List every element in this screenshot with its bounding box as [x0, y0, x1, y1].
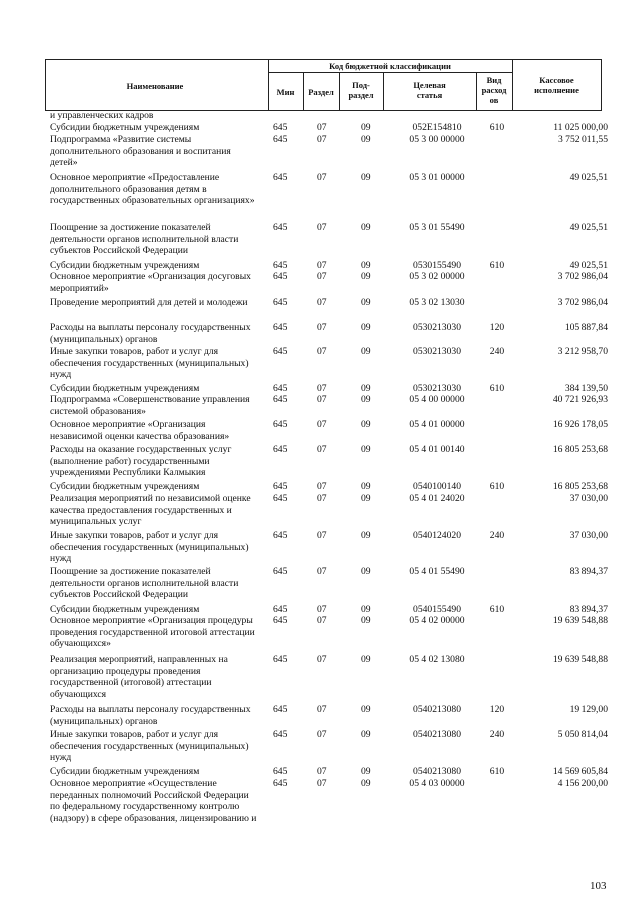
row-name: Субсидии бюджетным учреждениям [50, 383, 200, 394]
row-name: Проведение мероприятий для детей и молодежи [50, 297, 248, 308]
row-amount: 49 025,51 [569, 172, 608, 183]
row-min: 645 [273, 322, 288, 333]
row-podrazdel: 09 [361, 346, 371, 357]
row-amount: 83 894,37 [569, 566, 608, 577]
page-number: 103 [590, 880, 607, 892]
row-target: 052Е154810 [412, 122, 462, 133]
row-razdel: 07 [317, 766, 327, 777]
row-min: 645 [273, 615, 288, 626]
row-amount: 49 025,51 [569, 222, 608, 233]
row-amount: 11 025 000,00 [553, 122, 608, 133]
row-min: 645 [273, 419, 288, 430]
col-name-header: Наименование [126, 81, 184, 91]
row-podrazdel: 09 [361, 729, 371, 740]
row-razdel: 07 [317, 122, 327, 133]
row-podrazdel: 09 [361, 383, 371, 394]
row-target: 0530213030 [413, 346, 461, 357]
row-name: и управленческих кадров [50, 110, 154, 121]
row-name: Подпрограмма «Развитие системы дополнительного образования и воспитания детей» [50, 134, 231, 169]
row-podrazdel: 09 [361, 222, 371, 233]
row-razdel: 07 [317, 493, 327, 504]
row-name: Поощрение за достижение показателей деятельности органов исполнительной власти субъектов Российской Федерации [50, 222, 239, 257]
row-min: 645 [273, 778, 288, 789]
row-name: Субсидии бюджетным учреждениям [50, 604, 200, 615]
row-target: 05 4 02 00000 [409, 615, 465, 626]
row-amount: 19 639 548,88 [552, 654, 608, 665]
row-amount: 3 702 986,04 [557, 271, 608, 282]
row-min: 645 [273, 481, 288, 492]
row-vid: 240 [489, 530, 505, 541]
row-target: 0540155490 [413, 604, 461, 615]
row-vid: 610 [489, 604, 505, 615]
row-name: Иные закупки товаров, работ и услуг для обеспечения государственных (муниципальных) нужд [50, 729, 249, 764]
row-razdel: 07 [317, 729, 327, 740]
row-podrazdel: 09 [361, 778, 371, 789]
row-amount: 83 894,37 [569, 604, 608, 615]
row-podrazdel: 09 [361, 704, 371, 715]
row-target: 0540100140 [413, 481, 461, 492]
row-target: 05 4 00 00000 [409, 394, 465, 405]
row-min: 645 [273, 729, 288, 740]
row-target: 05 4 01 00000 [409, 419, 465, 430]
row-vid: 610 [489, 766, 505, 777]
row-min: 645 [273, 222, 288, 233]
row-name: Основное мероприятие «Организация процедуры проведения государственной итоговой аттестации обучающихся» [50, 615, 255, 650]
row-podrazdel: 09 [361, 481, 371, 492]
row-amount: 3 212 958,70 [557, 346, 608, 357]
row-name: Иные закупки товаров, работ и услуг для обеспечения государственных (муниципальных) нужд [50, 530, 249, 565]
row-amount: 19 129,00 [569, 704, 608, 715]
row-target: 05 3 00 00000 [409, 134, 465, 145]
row-razdel: 07 [317, 530, 327, 541]
header-divider [268, 72, 512, 73]
row-amount: 105 887,84 [564, 322, 608, 333]
row-razdel: 07 [317, 604, 327, 615]
row-amount: 16 805 253,68 [552, 444, 608, 455]
row-target: 05 3 02 13030 [409, 297, 465, 308]
row-min: 645 [273, 383, 288, 394]
col-amount-line2: исполнение [534, 85, 579, 95]
row-razdel: 07 [317, 615, 327, 626]
row-target: 0530155490 [413, 260, 461, 271]
row-podrazdel: 09 [361, 394, 371, 405]
row-name: Подпрограмма «Совершенствование управления системой образования» [50, 394, 250, 417]
row-razdel: 07 [317, 172, 327, 183]
row-podrazdel: 09 [361, 530, 371, 541]
row-target: 0540213080 [413, 704, 461, 715]
row-razdel: 07 [317, 704, 327, 715]
row-vid: 610 [489, 481, 505, 492]
row-razdel: 07 [317, 346, 327, 357]
row-razdel: 07 [317, 394, 327, 405]
row-target: 0540213080 [413, 729, 461, 740]
row-vid: 610 [489, 122, 505, 133]
row-razdel: 07 [317, 444, 327, 455]
row-name: Расходы на оказание государственных услуг (выполнение работ) государственными учреждениями Республики Калмыкия [50, 444, 232, 479]
row-name: Субсидии бюджетным учреждениям [50, 481, 200, 492]
row-target: 05 4 03 00000 [409, 778, 465, 789]
row-target: 05 4 01 00140 [409, 444, 465, 455]
row-razdel: 07 [317, 778, 327, 789]
col-amount-line1: Кассовое [539, 75, 574, 85]
row-podrazdel: 09 [361, 322, 371, 333]
row-razdel: 07 [317, 134, 327, 145]
row-podrazdel: 09 [361, 419, 371, 430]
row-razdel: 07 [317, 271, 327, 282]
row-target: 0530213030 [413, 322, 461, 333]
row-target: 05 3 01 00000 [409, 172, 465, 183]
row-name: Поощрение за достижение показателей деятельности органов исполнительной власти субъектов Российской Федерации [50, 566, 239, 601]
row-amount: 16 926 178,05 [552, 419, 608, 430]
row-name: Реализация мероприятий, направленных на организацию процедуры проведения государственной (итоговой) аттестации обучающихся [50, 654, 228, 700]
row-podrazdel: 09 [361, 260, 371, 271]
row-name: Субсидии бюджетным учреждениям [50, 766, 200, 777]
row-podrazdel: 09 [361, 604, 371, 615]
row-target: 05 3 02 00000 [409, 271, 465, 282]
col-vid-line2: расход [481, 85, 507, 95]
row-podrazdel: 09 [361, 297, 371, 308]
col-vid-header [476, 75, 512, 105]
row-amount: 3 752 011,55 [557, 134, 608, 145]
row-target: 05 4 02 13080 [409, 654, 465, 665]
row-name: Иные закупки товаров, работ и услуг для обеспечения государственных (муниципальных) нужд [50, 346, 249, 381]
row-min: 645 [273, 604, 288, 615]
col-min-header: Мин [276, 87, 295, 97]
row-podrazdel: 09 [361, 615, 371, 626]
row-name: Основное мероприятие «Организация независимой оценки качества образования» [50, 419, 230, 442]
row-amount: 384 139,50 [564, 383, 608, 394]
row-min: 645 [273, 493, 288, 504]
header-border [45, 60, 46, 110]
row-amount: 16 805 253,68 [552, 481, 608, 492]
row-amount: 3 702 986,04 [557, 297, 608, 308]
col-podrazdel-line1: Под- [352, 80, 370, 90]
row-razdel: 07 [317, 222, 327, 233]
row-podrazdel: 09 [361, 271, 371, 282]
row-target: 0540213080 [413, 766, 461, 777]
row-name: Основное мероприятие «Осуществление переданных полномочий Российской Федерации по федеральному государственному контролю (надзору) в сфере образования, лицензированию и [50, 778, 257, 824]
row-vid: 610 [489, 260, 505, 271]
row-razdel: 07 [317, 322, 327, 333]
row-vid: 240 [489, 346, 505, 357]
row-min: 645 [273, 134, 288, 145]
col-amount-header [512, 75, 601, 95]
row-podrazdel: 09 [361, 122, 371, 133]
row-razdel: 07 [317, 260, 327, 271]
row-min: 645 [273, 394, 288, 405]
row-vid: 240 [489, 729, 505, 740]
row-razdel: 07 [317, 419, 327, 430]
row-podrazdel: 09 [361, 654, 371, 665]
col-podrazdel-header [339, 80, 383, 100]
row-razdel: 07 [317, 654, 327, 665]
row-min: 645 [273, 271, 288, 282]
row-target: 05 4 01 55490 [409, 566, 465, 577]
row-amount: 14 569 605,84 [552, 766, 608, 777]
row-min: 645 [273, 766, 288, 777]
row-name: Основное мероприятие «Предоставление дополнительного образования детям в государственных образовательных организациях» [50, 172, 255, 207]
row-amount: 4 156 200,00 [557, 778, 608, 789]
row-podrazdel: 09 [361, 493, 371, 504]
row-podrazdel: 09 [361, 566, 371, 577]
row-podrazdel: 09 [361, 172, 371, 183]
row-vid: 120 [489, 704, 505, 715]
row-target: 0530213030 [413, 383, 461, 394]
col-vid-line3: ов [489, 95, 499, 105]
row-amount: 37 030,00 [569, 530, 608, 541]
row-podrazdel: 09 [361, 134, 371, 145]
row-amount: 37 030,00 [569, 493, 608, 504]
row-min: 645 [273, 172, 288, 183]
row-razdel: 07 [317, 297, 327, 308]
row-podrazdel: 09 [361, 444, 371, 455]
col-target-line1: Целевая [413, 80, 446, 90]
row-vid: 610 [489, 383, 505, 394]
row-name: Субсидии бюджетным учреждениям [50, 122, 200, 133]
row-min: 645 [273, 122, 288, 133]
row-min: 645 [273, 260, 288, 271]
col-target-line2: статья [416, 90, 443, 100]
header-border [601, 60, 602, 110]
row-min: 645 [273, 654, 288, 665]
row-min: 645 [273, 346, 288, 357]
row-name: Реализация мероприятий по независимой оценке качества предоставления государственных и муниципальных услуг [50, 493, 251, 528]
row-target: 0540124020 [413, 530, 461, 541]
row-vid: 120 [489, 322, 505, 333]
table-header [45, 59, 602, 111]
col-target-header [383, 80, 476, 100]
col-vid-line1: Вид [486, 75, 502, 85]
row-min: 645 [273, 704, 288, 715]
row-name: Расходы на выплаты персоналу государственных (муниципальных) органов [50, 704, 251, 727]
row-razdel: 07 [317, 481, 327, 492]
row-name: Основное мероприятие «Организация досуговых мероприятий» [50, 271, 251, 294]
row-amount: 5 050 814,04 [557, 729, 608, 740]
row-target: 05 3 01 55490 [409, 222, 465, 233]
row-target: 05 4 01 24020 [409, 493, 465, 504]
row-razdel: 07 [317, 566, 327, 577]
row-name: Расходы на выплаты персоналу государственных (муниципальных) органов [50, 322, 251, 345]
row-amount: 40 721 926,93 [552, 394, 608, 405]
row-razdel: 07 [317, 383, 327, 394]
row-min: 645 [273, 566, 288, 577]
row-min: 645 [273, 444, 288, 455]
row-amount: 19 639 548,88 [552, 615, 608, 626]
budget-classification-header: Код бюджетной классификации [329, 61, 451, 71]
row-amount: 49 025,51 [569, 260, 608, 271]
col-razdel-header: Раздел [308, 87, 334, 97]
row-name: Субсидии бюджетным учреждениям [50, 260, 200, 271]
row-min: 645 [273, 297, 288, 308]
row-podrazdel: 09 [361, 766, 371, 777]
col-podrazdel-line2: раздел [348, 90, 374, 100]
row-min: 645 [273, 530, 288, 541]
